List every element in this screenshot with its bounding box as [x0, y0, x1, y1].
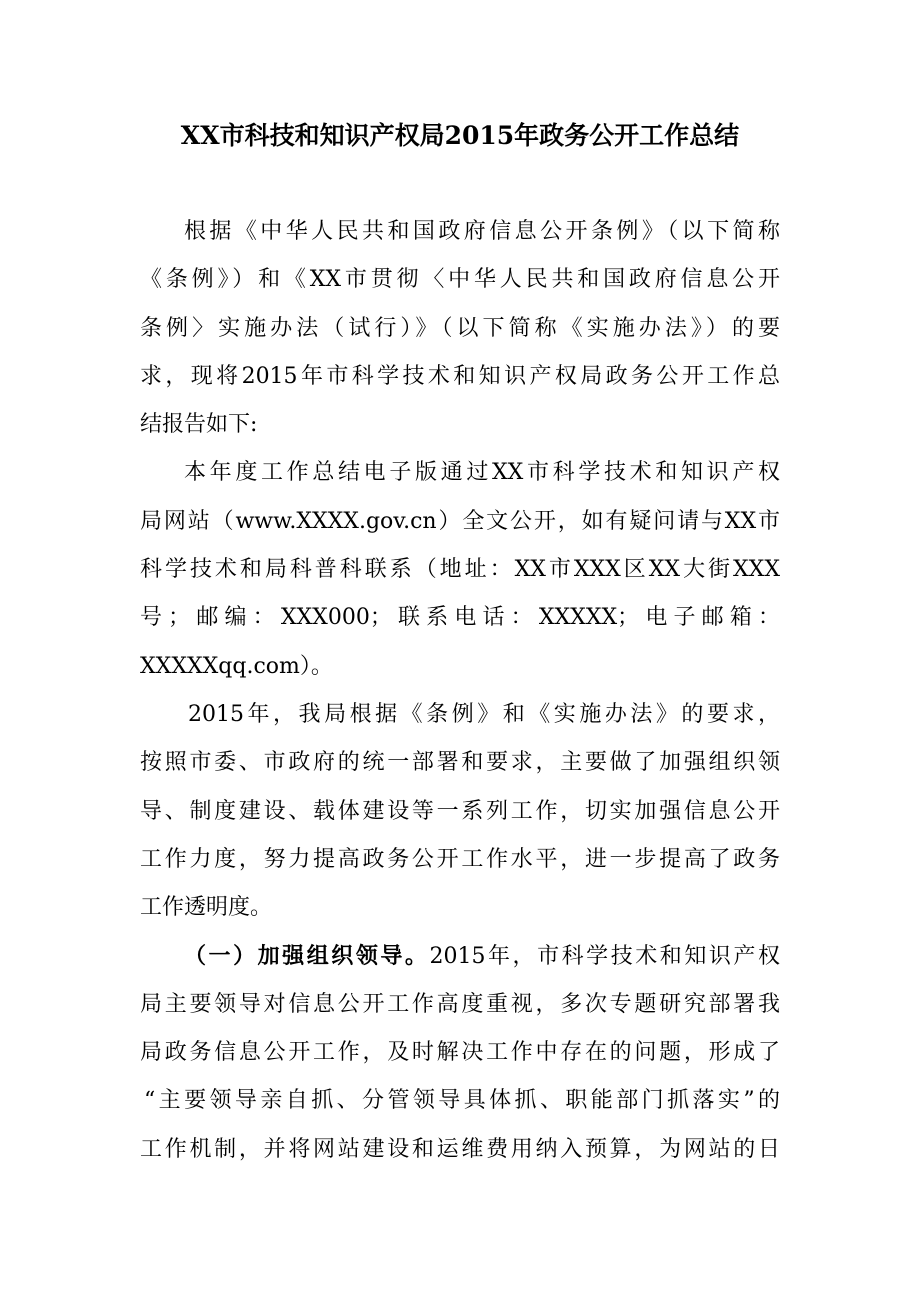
document-title: XX市科技和知识产权局2015年政务公开工作总结 — [180, 121, 740, 150]
paragraph-legal-basis — [140, 208, 780, 449]
paragraph-line: 求，现将2015年市科学技术和知识产权局政务公开工作总 — [140, 363, 780, 389]
paragraph-line: 工作透明度。 — [140, 895, 273, 921]
paragraph-line — [140, 932, 780, 980]
paragraph-line: 结报告如下: — [140, 412, 258, 438]
paragraph-organizational-leadership — [140, 932, 780, 1173]
document-body — [140, 208, 780, 1174]
paragraph-overview — [140, 691, 780, 932]
paragraph-line: 局主要领导对信息公开工作高度重视，多次专题研究部署我 — [140, 991, 780, 1017]
heading-line-text: 2015年，市科学技术和知识产权 — [429, 944, 780, 970]
paragraph-line: 工作力度，努力提高政务公开工作水平，进一步提高了政务 — [140, 846, 780, 872]
paragraph-line: 2015年，我局根据《条例》和《实施办法》的要求， — [188, 701, 780, 727]
paragraph-contact-info — [140, 449, 780, 690]
section-heading: （一）加强组织领导。 — [184, 943, 430, 970]
paragraph-line: 条例〉实施办法（试行）》（以下简称《实施办法》）的要 — [140, 315, 780, 341]
paragraph-line: 本年度工作总结电子版通过XX市科学技术和知识产权 — [184, 460, 780, 486]
paragraph-line: “主要领导亲自抓、分管领导具体抓、职能部门抓落实”的 — [144, 1088, 780, 1114]
paragraph-line: 局政务信息公开工作，及时解决工作中存在的问题，形成了 — [140, 1040, 780, 1066]
paragraph-line: 《条例》）和《XX市贯彻〈中华人民共和国政府信息公开 — [140, 267, 780, 293]
paragraph-line: 导、制度建设、载体建设等一系列工作，切实加强信息公开 — [140, 798, 780, 824]
paragraph-line: 科学技术和局科普科联系（地址：XX市XXX区XX大街XXX — [140, 557, 780, 583]
paragraph-line: XXXXXqq.com）。 — [140, 653, 333, 679]
paragraph-line: 按照市委、市政府的统一部署和要求，主要做了加强组织领 — [140, 750, 780, 776]
paragraph-line: 根据《中华人民共和国政府信息公开条例》（以下简称 — [184, 219, 780, 244]
paragraph-line: 工作机制，并将网站建设和运维费用纳入预算，为网站的日 — [140, 1136, 780, 1162]
paragraph-line: 号；邮编：XXX000；联系电话：XXXXX；电子邮箱： — [140, 605, 780, 631]
paragraph-line: 局网站（www.XXXX.gov.cn）全文公开，如有疑问请与XX市 — [140, 508, 780, 534]
